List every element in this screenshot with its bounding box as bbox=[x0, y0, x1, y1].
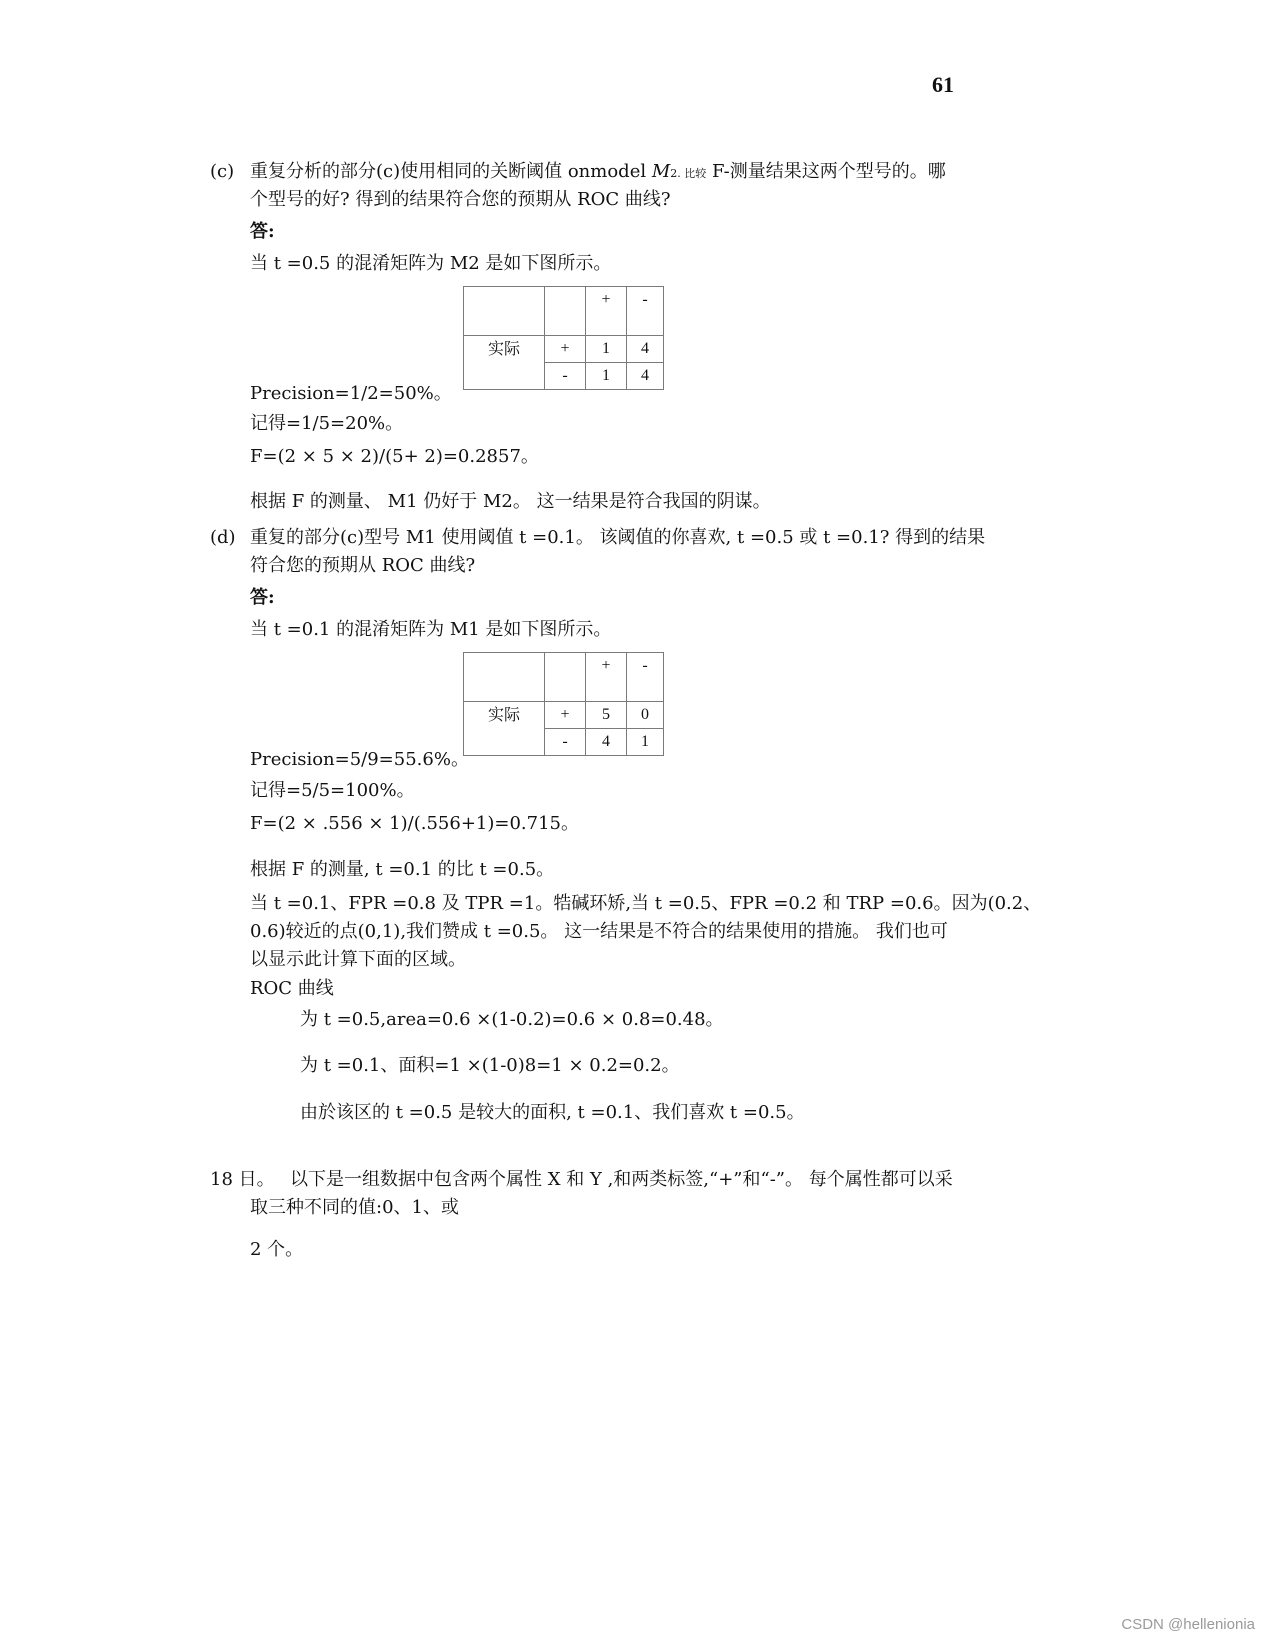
part-d-paragraph-line1: 当 t =0.1、FPR =0.8 及 TPR =1。牿碱环矫,当 t =0.5、FPR =0.2 和 TRP =0.6。因为(0.2、 bbox=[250, 893, 1042, 914]
part-d-final: 由於该区的 t =0.5 是较大的面积, t =0.1、我们喜欢 t =0.5。 bbox=[300, 1102, 805, 1123]
matrix-value-cell: 0 bbox=[627, 702, 664, 729]
model-symbol: M bbox=[651, 161, 671, 182]
part-d-conclusion: 根据 F 的测量, t =0.1 的比 t =0.5。 bbox=[250, 859, 555, 880]
question-18-line3: 2 个。 bbox=[250, 1239, 304, 1260]
part-c-label: (c) bbox=[210, 161, 235, 182]
matrix-row-label: 实际 bbox=[464, 702, 545, 756]
matrix-value-cell: 1 bbox=[586, 363, 627, 390]
part-d-recall: 记得=5/5=100%。 bbox=[250, 780, 415, 801]
part-d-f-measure: F=(2 × .556 × 1)/(.556+1)=0.715。 bbox=[250, 813, 579, 834]
page-number: 61 bbox=[932, 72, 954, 97]
part-d-question-line1: 重复的部分(c)型号 M1 使用阈值 t =0.1。 该阈值的你喜欢, t =0.5 或 t =0.1? 得到的结果 bbox=[250, 527, 986, 548]
roc-curve-label: ROC 曲线 bbox=[250, 978, 334, 999]
matrix-header-cell bbox=[464, 287, 545, 336]
matrix-value-cell: 4 bbox=[627, 363, 664, 390]
question-text: F-测量结果这两个型号的。哪 bbox=[706, 161, 946, 182]
part-c-question-line2: 个型号的好? 得到的结果符合您的预期从 ROC 曲线? bbox=[250, 189, 671, 210]
part-c-intro: 当 t =0.5 的混淆矩阵为 M2 是如下图所示。 bbox=[250, 253, 612, 274]
part-c-f-measure: F=(2 × 5 × 2)/(5+ 2)=0.2857。 bbox=[250, 446, 539, 467]
part-c-answer-label: 答: bbox=[250, 221, 275, 242]
matrix-value-cell: 4 bbox=[627, 336, 664, 363]
matrix-row-label: 实际 bbox=[464, 336, 545, 390]
question-18-line1: 以下是一组数据中包含两个属性 X 和 Y ,和两类标签,“+”和“-”。 每个属性都可以采 bbox=[290, 1169, 953, 1190]
part-d-question-line2: 符合您的预期从 ROC 曲线? bbox=[250, 555, 476, 576]
part-c-recall: 记得=1/5=20%。 bbox=[250, 413, 404, 434]
matrix-value-cell: 5 bbox=[586, 702, 627, 729]
area-t05: 为 t =0.5,area=0.6 ×(1-0.2)=0.6 × 0.8=0.48。 bbox=[300, 1009, 724, 1030]
question-text: 重复分析的部分(c)使用相同的关断阈值 onmodel bbox=[250, 161, 652, 182]
matrix-header-cell: + bbox=[586, 287, 627, 336]
matrix-value-cell: 1 bbox=[586, 336, 627, 363]
part-d-paragraph-line3: 以显示此计算下面的区域。 bbox=[250, 949, 466, 970]
matrix-value-cell: 1 bbox=[627, 729, 664, 756]
matrix-class-cell: - bbox=[545, 729, 586, 756]
model-subscript: 2. 比较 bbox=[670, 167, 707, 180]
matrix-class-cell: + bbox=[545, 336, 586, 363]
matrix-header-cell: + bbox=[586, 653, 627, 702]
part-c-conclusion: 根据 F 的测量、 M1 仍好于 M2。 这一结果是符合我国的阴谋。 bbox=[250, 491, 771, 512]
matrix-header-cell bbox=[545, 287, 586, 336]
part-c-question-line1 bbox=[250, 158, 946, 188]
question-18-line2: 取三种不同的值:0、1、或 bbox=[250, 1197, 459, 1218]
part-d-intro: 当 t =0.1 的混淆矩阵为 M1 是如下图所示。 bbox=[250, 619, 612, 640]
matrix-header-cell: - bbox=[627, 287, 664, 336]
confusion-matrix-m2 bbox=[463, 286, 664, 390]
part-c-precision: Precision=1/2=50%。 bbox=[250, 383, 452, 404]
matrix-class-cell: - bbox=[545, 363, 586, 390]
matrix-header-cell bbox=[464, 653, 545, 702]
part-d-answer-label: 答: bbox=[250, 587, 275, 608]
matrix-value-cell: 4 bbox=[586, 729, 627, 756]
csdn-watermark: CSDN @hellenionia bbox=[1121, 1616, 1255, 1633]
matrix-header-cell bbox=[545, 653, 586, 702]
confusion-matrix-m1 bbox=[463, 652, 664, 756]
part-d-precision: Precision=5/9=55.6%。 bbox=[250, 749, 469, 770]
matrix-header-cell: - bbox=[627, 653, 664, 702]
part-d-label: (d) bbox=[210, 527, 236, 548]
question-18-label: 18 日。 bbox=[210, 1169, 275, 1190]
matrix-class-cell: + bbox=[545, 702, 586, 729]
part-d-paragraph-line2: 0.6)较近的点(0,1),我们赞成 t =0.5。 这一结果是不符合的结果使用的措施。 我们也可 bbox=[250, 921, 948, 942]
area-t01: 为 t =0.1、面积=1 ×(1-0)8=1 × 0.2=0.2。 bbox=[300, 1055, 680, 1076]
